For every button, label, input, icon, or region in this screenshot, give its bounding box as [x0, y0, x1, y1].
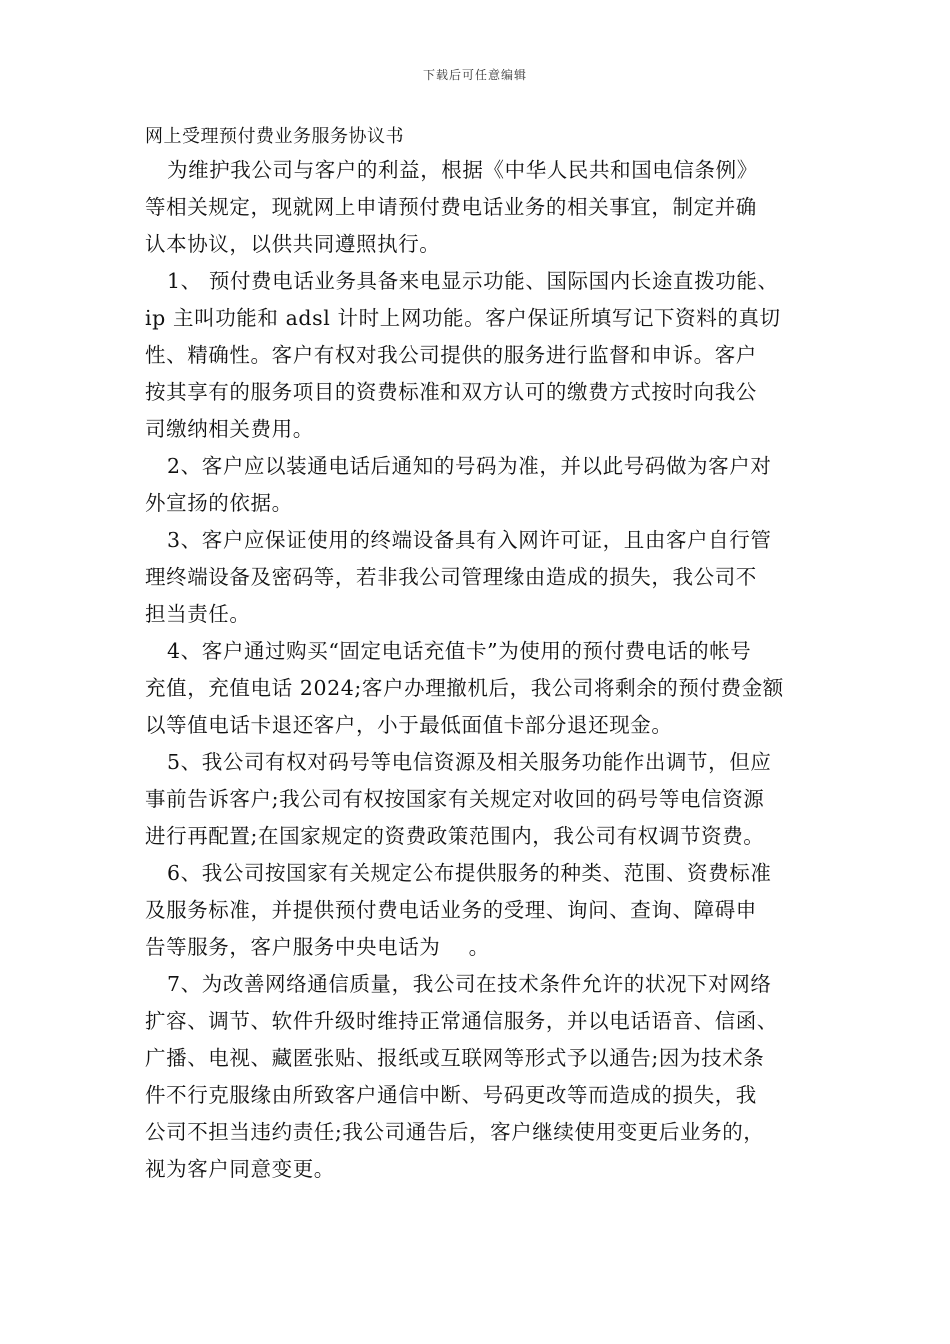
text-line: 等相关规定，现就网上申请预付费电话业务的相关事宜，制定并确 [145, 195, 757, 219]
document-title: 网上受理预付费业务服务协议书 [145, 126, 404, 147]
text-line: 1、 预付费电话业务具备来电显示功能、国际国内长途直拨功能、 [167, 269, 779, 293]
clause-5 [145, 744, 825, 855]
text-line: 以等值电话卡退还客户，小于最低面值卡部分退还现金。 [145, 713, 673, 737]
text-line: 性、精确性。客户有权对我公司提供的服务进行监督和申诉。客户 [145, 343, 757, 367]
text-line: 告等服务，客户服务中央电话为 。 [145, 935, 490, 959]
text-line: 件不行克服缘由所致客户通信中断、号码更改等而造成的损失，我 [145, 1083, 757, 1107]
text-line: ip 主叫功能和 adsl 计时上网功能。客户保证所填写记下资料的真切 [145, 306, 781, 330]
text-line: 理终端设备及密码等，若非我公司管理缘由造成的损失，我公司不 [145, 565, 757, 589]
text-line: 广播、电视、藏匿张贴、报纸或互联网等形式予以通告;因为技术条 [145, 1046, 765, 1070]
page-header: 下载后可任意编辑 [422, 68, 527, 82]
text-line: 为维护我公司与客户的利益，根据《中华人民共和国电信条例》 [167, 158, 758, 182]
text-line: 及服务标准，并提供预付费电话业务的受理、询问、查询、障碍申 [145, 898, 757, 922]
clause-2 [145, 448, 825, 522]
text-line: 进行再配置;在国家规定的资费政策范围内，我公司有权调节资费。 [145, 824, 765, 848]
text-line: 公司不担当违约责任;我公司通告后，客户继续使用变更后业务的， [145, 1120, 765, 1144]
text-line: 担当责任。 [145, 602, 251, 626]
text-line: 按其享有的服务项目的资费标准和双方认可的缴费方式按时向我公 [145, 380, 757, 404]
clause-3 [145, 522, 825, 633]
text-line: 司缴纳相关费用。 [145, 417, 314, 441]
text-line: 5、我公司有权对码号等电信资源及相关服务功能作出调节，但应 [167, 750, 772, 774]
text-line: 外宣扬的依据。 [145, 491, 293, 515]
clause-7 [145, 966, 825, 1188]
text-line: 视为客户同意变更。 [145, 1157, 335, 1181]
text-line: 7、为改善网络通信质量，我公司在技术条件允许的状况下对网络 [167, 972, 772, 996]
text-line: 4、客户通过购买“固定电话充值卡”为使用的预付费电话的帐号 [167, 639, 752, 663]
text-line: 2、客户应以装通电话后通知的号码为准，并以此号码做为客户对 [167, 454, 772, 478]
clause-1 [145, 263, 825, 448]
clause-4 [145, 633, 825, 744]
clause-6 [145, 855, 825, 966]
text-line: 充值，充值电话 2024;客户办理撤机后，我公司将剩余的预付费金额 [145, 676, 784, 700]
text-line: 认本协议，以供共同遵照执行。 [145, 232, 441, 256]
text-line: 事前告诉客户;我公司有权按国家有关规定对收回的码号等电信资源 [145, 787, 765, 811]
text-line: 6、我公司按国家有关规定公布提供服务的种类、范围、资费标准 [167, 861, 772, 885]
text-line: 扩容、调节、软件升级时维持正常通信服务，并以电话语音、信函、 [145, 1009, 778, 1033]
document-body [145, 122, 825, 1188]
paragraph-intro [145, 152, 825, 263]
text-line: 3、客户应保证使用的终端设备具有入网许可证，且由客户自行管 [167, 528, 772, 552]
